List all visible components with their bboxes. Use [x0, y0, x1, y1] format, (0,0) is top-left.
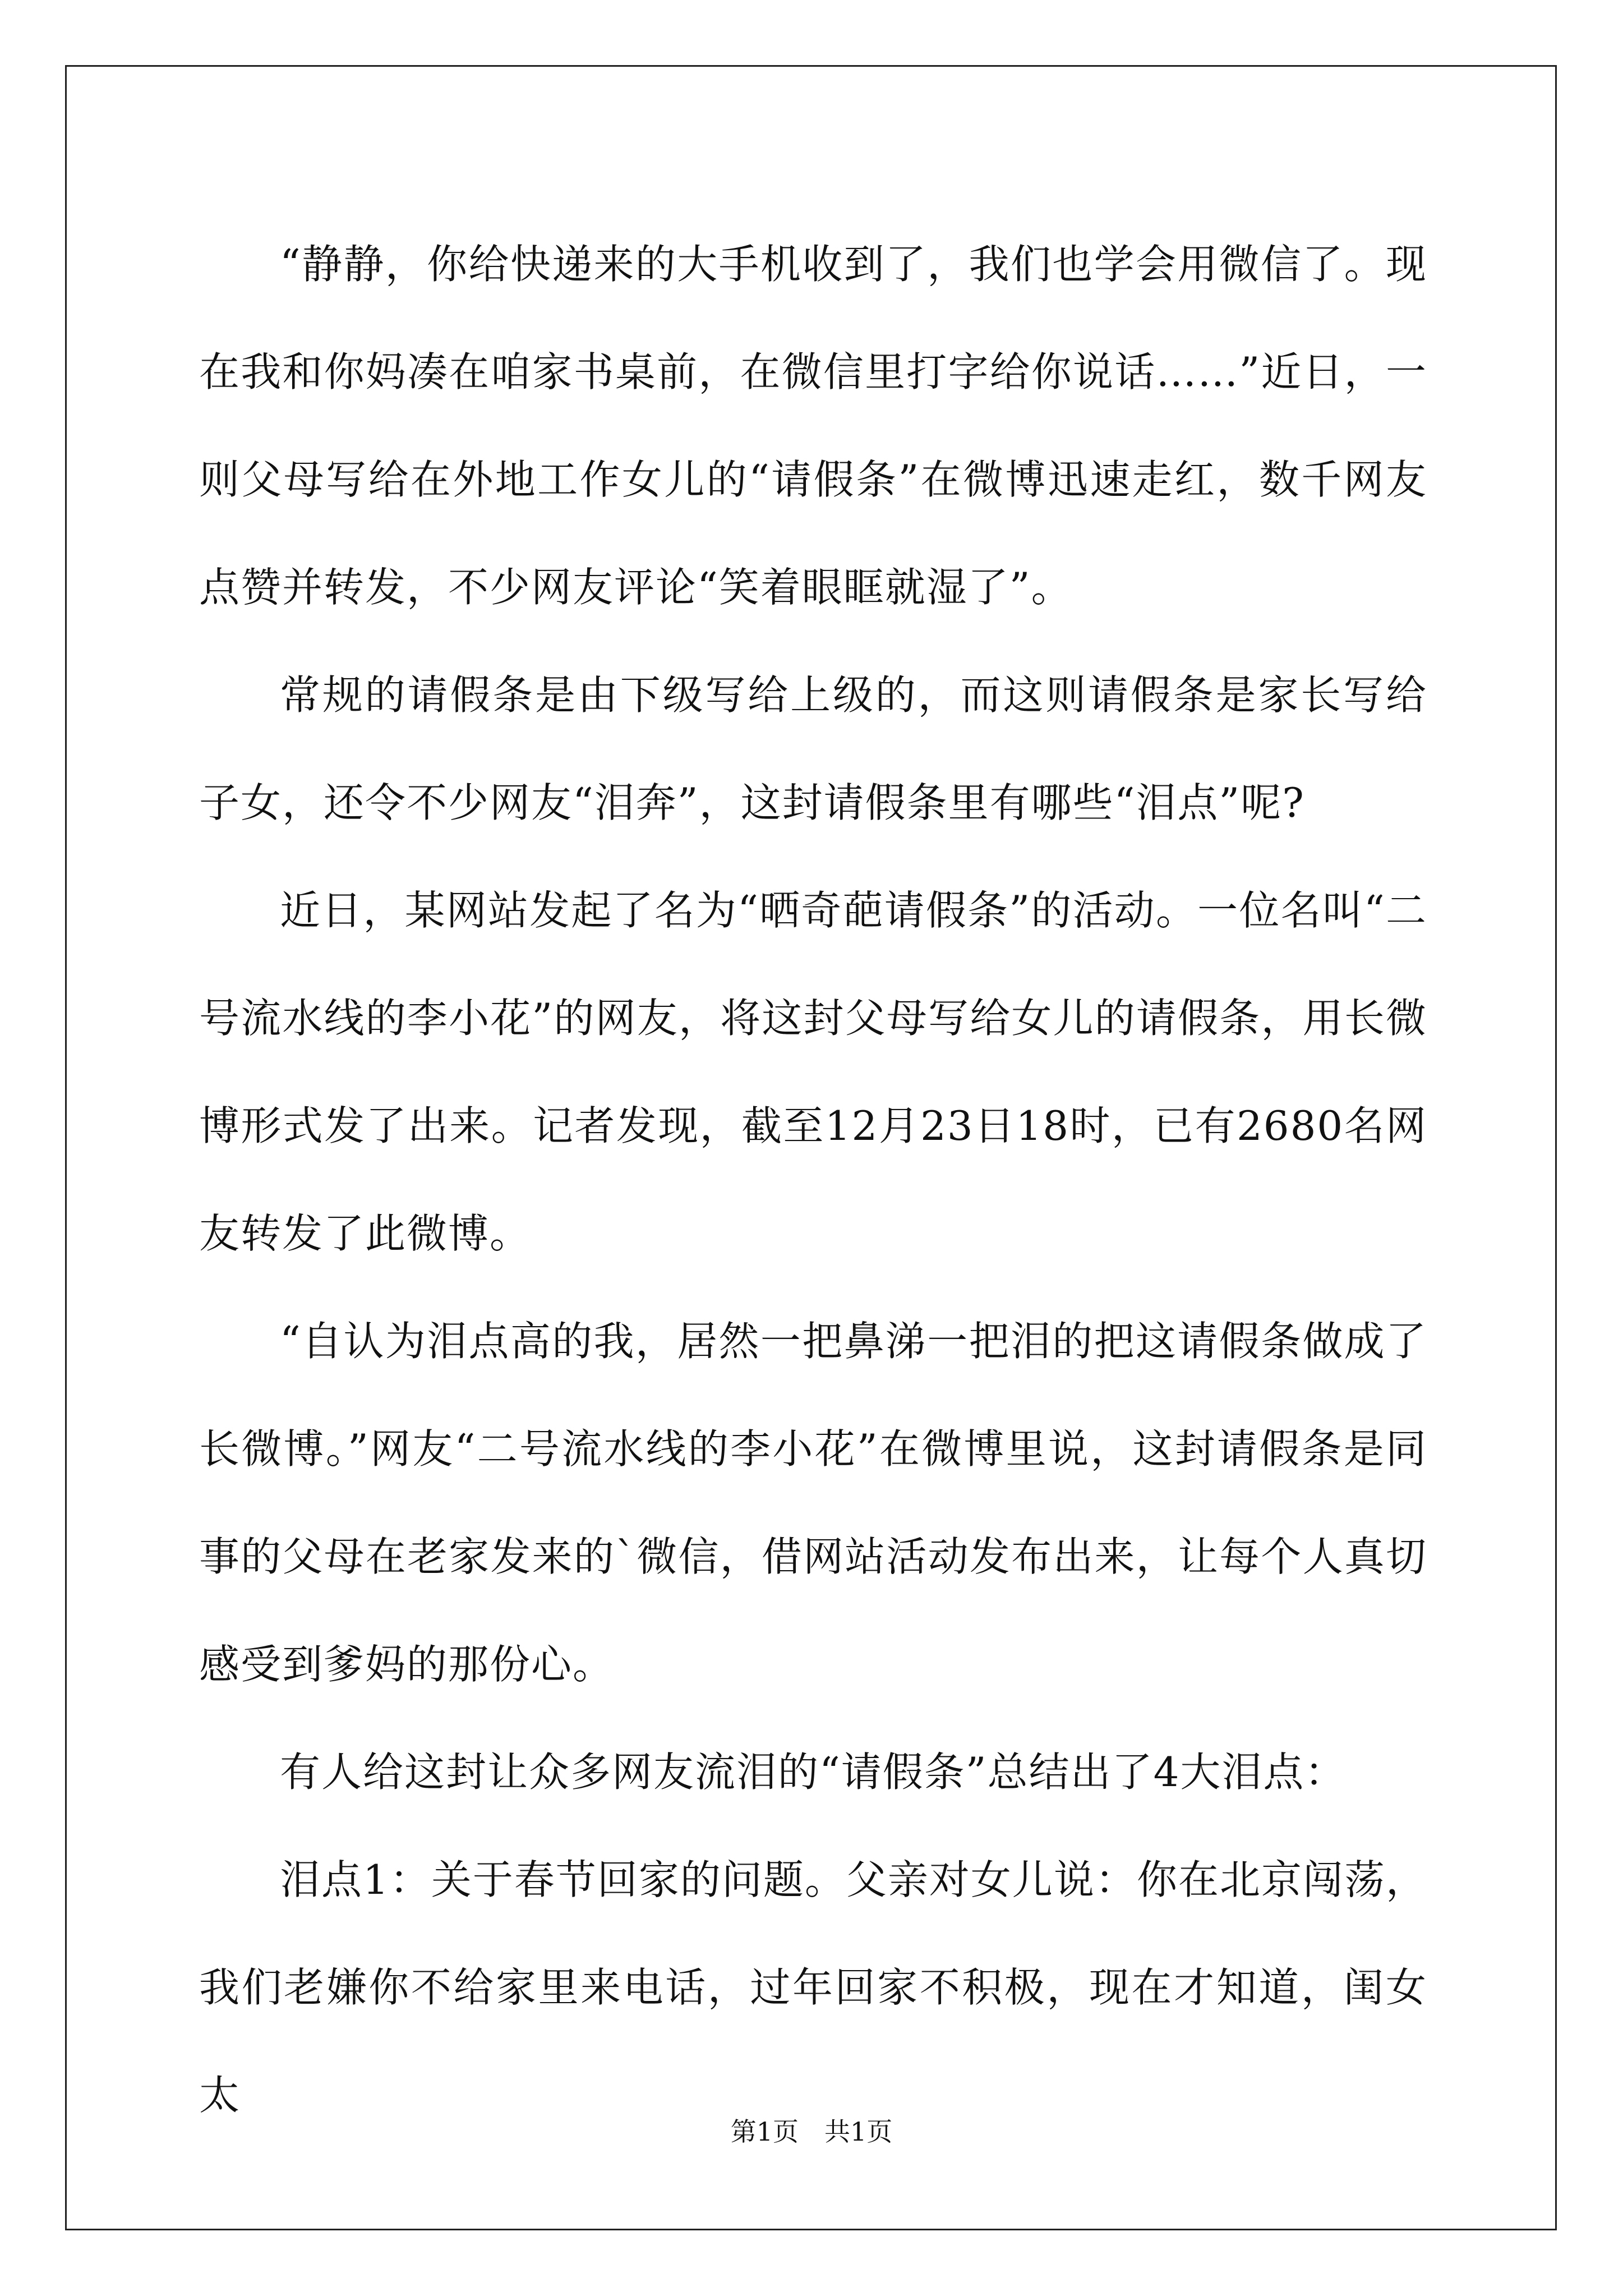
page-footer: [0, 2115, 1623, 2148]
paragraph-3: 近日，某网站发起了名为“晒奇葩请假条”的活动。一位名叫“二号流水线的李小花”的网友，将这封父母写给女儿的请假条，用长微博形式发了出来。记者发现，截至12月23日18时，已有2680名网友转发了此微博。: [199, 887, 1427, 1257]
paragraph-2: 常规的请假条是由下级写给上级的，而这则请假条是家长写给子女，还令不少网友“泪奔”，这封请假条里有哪些“泪点”呢?: [199, 671, 1427, 826]
paragraph-1: “静静，你给快递来的大手机收到了，我们也学会用微信了。现在我和你妈凑在咱家书桌前，在微信里打字给你说话……”近日，一则父母写给在外地工作女儿的“请假条”在微博迅速走红，数千网友点赞并转发，不少网友评论“笑着眼眶就湿了”。: [199, 241, 1427, 611]
paragraph-4: “自认为泪点高的我，居然一把鼻涕一把泪的把这请假条做成了长微博。”网友“二号流水线的李小花”在微博里说，这封请假条是同事的父母在老家发来的`微信，借网站活动发布出来，让每个人真切感受到爹妈的那份心。: [199, 1318, 1427, 1688]
paragraph-6: 泪点1：关于春节回家的问题。父亲对女儿说：你在北京闯荡，我们老嫌你不给家里来电话，过年回家不积极，现在才知道，闺女太: [199, 1856, 1427, 2119]
paragraph-5: 有人给这封让众多网友流泪的“请假条”总结出了4大泪点：: [280, 1749, 1347, 1796]
document-body: [199, 210, 1427, 2149]
page-total: 共1页: [824, 2116, 893, 2147]
page-number: 第1页: [730, 2116, 799, 2147]
